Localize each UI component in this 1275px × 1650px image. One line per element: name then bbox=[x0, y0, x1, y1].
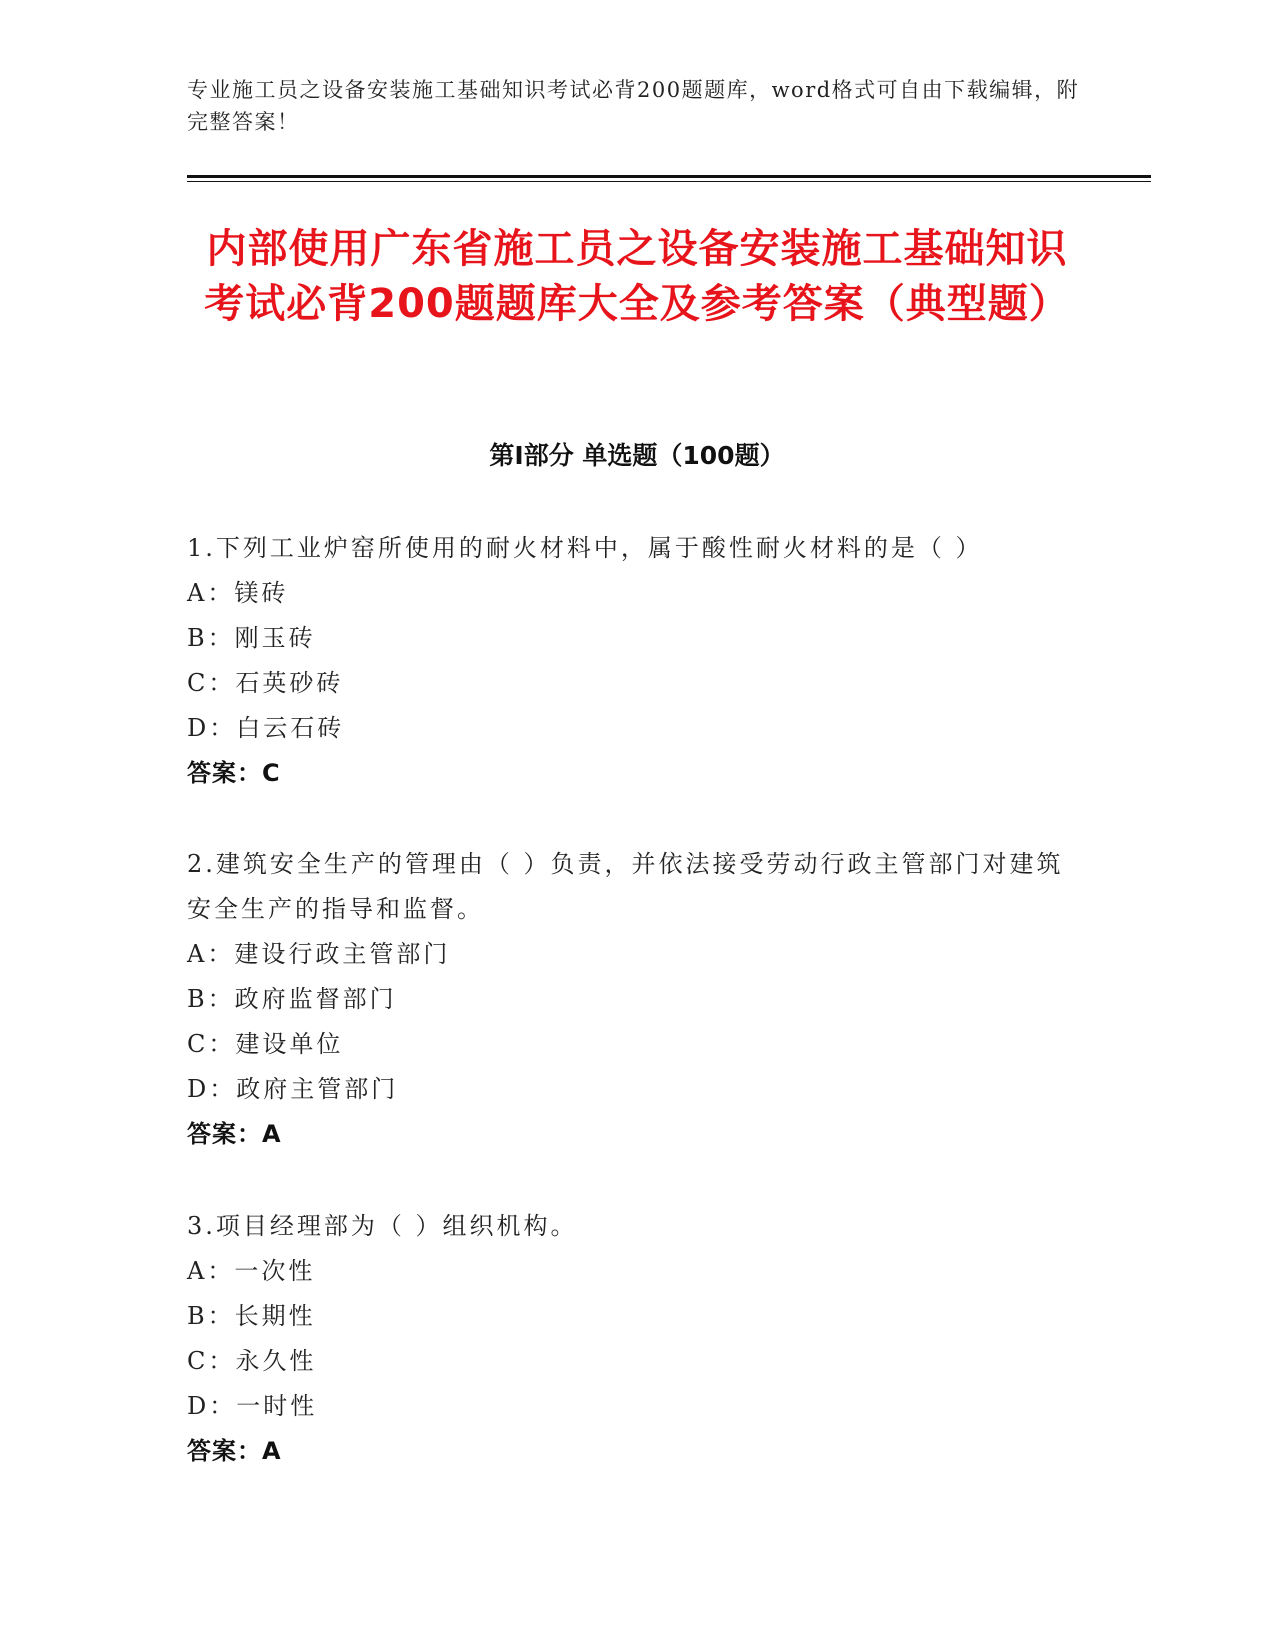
option-a: A：一次性 bbox=[187, 1257, 316, 1285]
option-d: D：白云石砖 bbox=[187, 714, 345, 742]
option-d: D：一时性 bbox=[187, 1392, 318, 1420]
option-a: A：镁砖 bbox=[187, 579, 289, 607]
header-note: 专业施工员之设备安装施工基础知识考试必背200题题库，word格式可自由下载编辑，附完整答案！ bbox=[187, 78, 1080, 134]
option-b: B：刚玉砖 bbox=[187, 624, 316, 652]
option-b: B：政府监督部门 bbox=[187, 985, 397, 1013]
option-c: C：永久性 bbox=[187, 1347, 317, 1375]
question-block bbox=[187, 842, 1087, 1157]
answer: 答案：A bbox=[187, 1437, 282, 1465]
question-stem: 2.建筑安全生产的管理由（ ）负责，并依法接受劳动行政主管部门对建筑安全生产的指导和监督。 bbox=[187, 850, 1064, 923]
section-heading: 第I部分 单选题（100题） bbox=[489, 441, 785, 470]
header-rule-thin bbox=[187, 181, 1151, 182]
header-rule-thick bbox=[187, 175, 1151, 178]
document-title: 内部使用广东省施工员之设备安装施工基础知识考试必背200题题库大全及参考答案（典型题） bbox=[204, 226, 1070, 327]
option-b: B：长期性 bbox=[187, 1302, 316, 1330]
question-stem: 1.下列工业炉窑所使用的耐火材料中，属于酸性耐火材料的是（ ） bbox=[187, 534, 983, 562]
question-block bbox=[187, 526, 1087, 796]
answer: 答案：C bbox=[187, 759, 281, 787]
option-a: A：建设行政主管部门 bbox=[187, 940, 451, 968]
answer: 答案：A bbox=[187, 1120, 282, 1148]
question-stem: 3.项目经理部为（ ）组织机构。 bbox=[187, 1212, 578, 1240]
option-d: D：政府主管部门 bbox=[187, 1075, 399, 1103]
question-block bbox=[187, 1204, 1087, 1474]
option-c: C：建设单位 bbox=[187, 1030, 344, 1058]
option-c: C：石英砂砖 bbox=[187, 669, 344, 697]
